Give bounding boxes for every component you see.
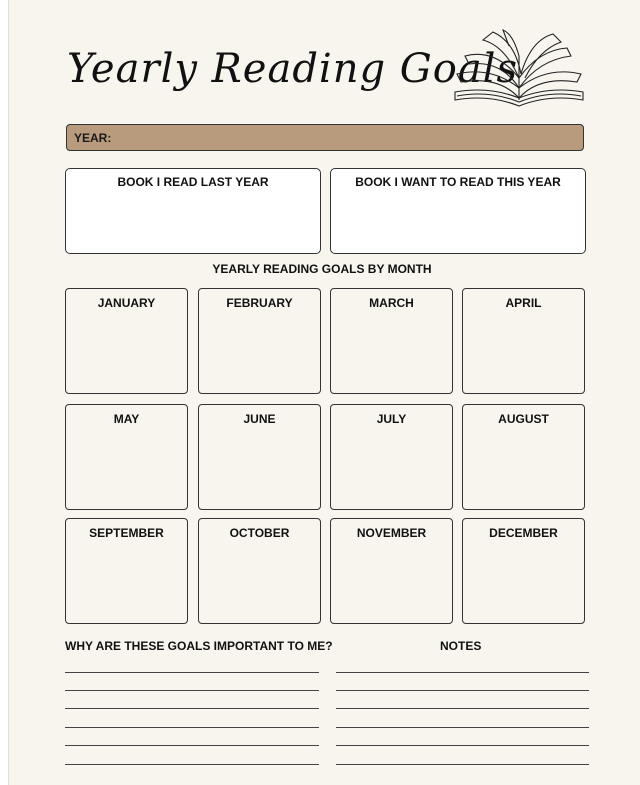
- notes-writing-line[interactable]: [336, 727, 589, 728]
- month-label: SEPTEMBER: [89, 526, 164, 540]
- notes-heading: NOTES: [440, 639, 482, 653]
- month-label: JUNE: [243, 412, 276, 426]
- month-box-june[interactable]: [198, 404, 321, 510]
- year-label: YEAR:: [74, 131, 112, 145]
- month-box-november[interactable]: [330, 518, 453, 624]
- month-label: APRIL: [505, 296, 542, 310]
- months-heading: YEARLY READING GOALS BY MONTH: [212, 262, 432, 276]
- month-label: FEBRUARY: [226, 296, 293, 310]
- month-box-december[interactable]: [462, 518, 585, 624]
- books-to-read-this-year-label: BOOK I WANT TO READ THIS YEAR: [355, 175, 561, 189]
- notes-writing-line[interactable]: [336, 708, 589, 709]
- why-writing-line[interactable]: [65, 764, 319, 765]
- month-box-march[interactable]: [330, 288, 453, 394]
- why-writing-line[interactable]: [65, 690, 319, 691]
- month-label: JULY: [376, 412, 407, 426]
- page-title: Yearly Reading Goals: [67, 46, 518, 92]
- month-label: JANUARY: [97, 296, 156, 310]
- month-label: AUGUST: [498, 412, 549, 426]
- month-label: NOVEMBER: [356, 526, 427, 540]
- why-heading: WHY ARE THESE GOALS IMPORTANT TO ME?: [65, 639, 333, 653]
- why-writing-line[interactable]: [65, 727, 319, 728]
- books-read-last-year-box[interactable]: [65, 168, 321, 254]
- month-box-february[interactable]: [198, 288, 321, 394]
- month-box-july[interactable]: [330, 404, 453, 510]
- notes-writing-line[interactable]: [336, 745, 589, 746]
- books-read-last-year-label: BOOK I READ LAST YEAR: [117, 175, 269, 189]
- month-label: DECEMBER: [489, 526, 558, 540]
- notes-writing-line[interactable]: [336, 690, 589, 691]
- why-writing-line[interactable]: [65, 672, 319, 673]
- month-box-september[interactable]: [65, 518, 188, 624]
- why-writing-line[interactable]: [65, 745, 319, 746]
- worksheet-page: [8, 0, 640, 785]
- year-field[interactable]: [66, 124, 584, 151]
- books-to-read-this-year-box[interactable]: [330, 168, 586, 254]
- month-box-august[interactable]: [462, 404, 585, 510]
- month-box-october[interactable]: [198, 518, 321, 624]
- open-book-icon: [449, 26, 589, 110]
- month-box-may[interactable]: [65, 404, 188, 510]
- month-label: MARCH: [369, 296, 414, 310]
- month-label: MAY: [113, 412, 140, 426]
- month-label: OCTOBER: [229, 526, 290, 540]
- month-box-january[interactable]: [65, 288, 188, 394]
- notes-writing-line[interactable]: [336, 764, 589, 765]
- month-box-april[interactable]: [462, 288, 585, 394]
- notes-writing-line[interactable]: [336, 672, 589, 673]
- why-writing-line[interactable]: [65, 708, 319, 709]
